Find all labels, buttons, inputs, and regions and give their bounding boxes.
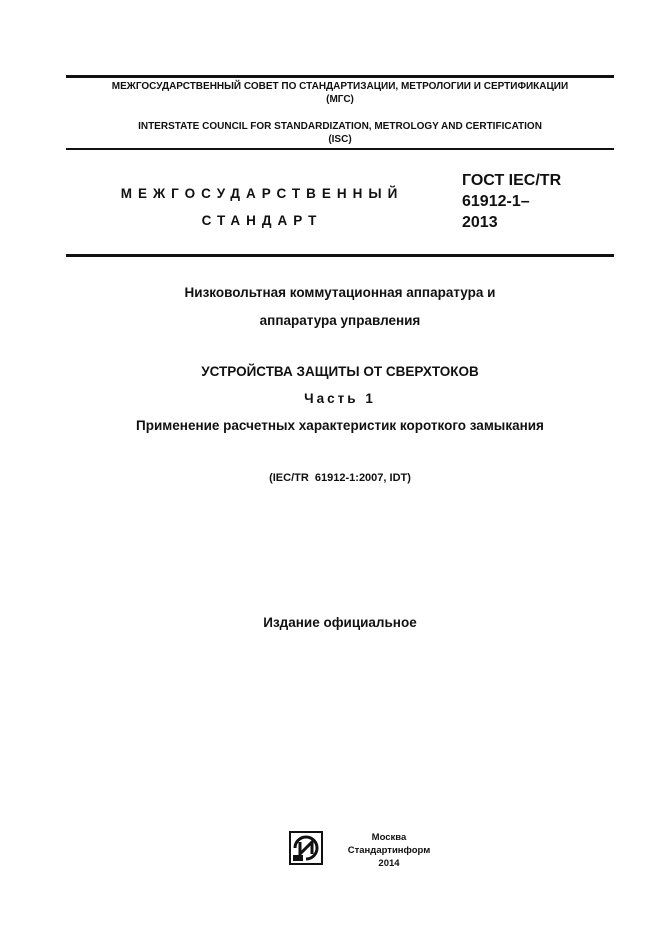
standard-word-2: СТАНДАРТ <box>201 213 323 228</box>
gost-designation-line1: ГОСТ IEC/TR <box>462 172 562 189</box>
gost-designation-line2: 61912-1– <box>462 193 530 210</box>
top-rule <box>66 75 614 78</box>
title-line-1: Низковольтная коммутационная аппаратура и <box>184 285 496 300</box>
council-ru-block <box>66 80 614 106</box>
council-en-abbr: (ISC) <box>328 134 352 145</box>
publisher-name: Стандартинформ <box>347 845 431 856</box>
part-title: Применение расчетных характеристик короткого замыкания <box>136 418 544 433</box>
standard-word-1: МЕЖГОСУДАРСТВЕННЫЙ <box>120 186 404 201</box>
council-en-block <box>66 120 614 146</box>
publisher-year: 2014 <box>378 858 400 869</box>
edition-label: Издание официальное <box>263 615 417 630</box>
publisher-block <box>337 831 441 870</box>
gost-designation-line3: 2013 <box>462 214 498 231</box>
gost-designation <box>462 170 612 233</box>
header-rule <box>66 148 614 150</box>
standartinform-logo-icon <box>289 831 323 865</box>
council-ru-abbr: (МГС) <box>326 94 354 105</box>
council-en-name: INTERSTATE COUNCIL FOR STANDARDIZATION, METROLOGY AND CERTIFICATION <box>138 121 542 132</box>
iec-reference: (IEC/TR 61912-1:2007, IDT) <box>269 472 411 484</box>
council-ru-name: МЕЖГОСУДАРСТВЕННЫЙ СОВЕТ ПО СТАНДАРТИЗАЦИИ, МЕТРОЛОГИИ И СЕРТИФИКАЦИИ <box>111 81 569 92</box>
publisher-city: Москва <box>371 832 407 843</box>
part-label: Часть 1 <box>304 391 376 406</box>
title-line-2: аппаратура управления <box>259 313 421 328</box>
subtitle: УСТРОЙСТВА ЗАЩИТЫ ОТ СВЕРХТОКОВ <box>201 364 479 379</box>
standard-rule <box>66 254 614 257</box>
